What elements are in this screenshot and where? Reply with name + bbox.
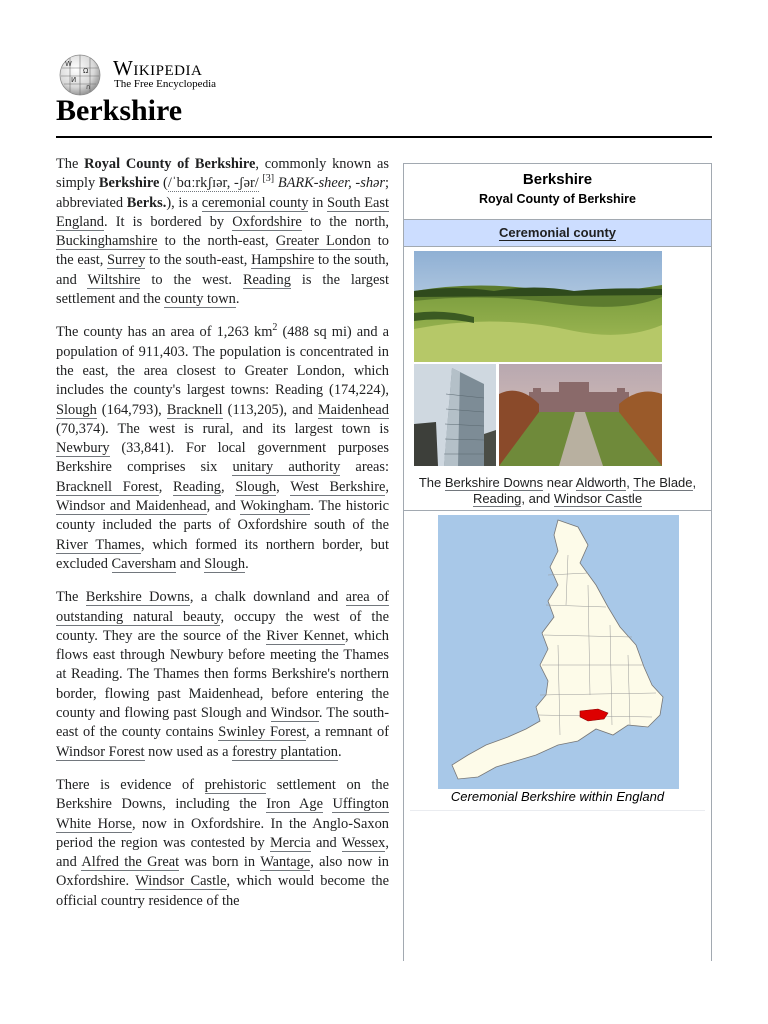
text-run: . The south-east of the county contains [56,705,389,741]
text-run: , [158,478,174,495]
text-run: . It is bordered by [103,213,233,230]
windsor-castle-photo[interactable] [499,364,662,466]
wikipedia-globe-logo[interactable] [56,54,104,96]
text-run: to the south-east, [145,252,252,269]
text-run: ( [159,175,168,192]
text-run: , a remnant of [305,724,389,741]
article-link[interactable]: The Blade [633,475,693,490]
article-paragraph [56,588,389,762]
england-locator-map[interactable] [438,515,679,789]
infobox-bottom-separator [410,810,705,811]
article-link[interactable]: Swinley Forest [218,724,306,741]
infobox-title: Berkshire [522,171,593,188]
infobox-separator [404,510,711,511]
text-run: to the north, [301,213,389,230]
svg-text:W: W [65,60,72,68]
wikipedia-wordmark[interactable]: Wikipedia [113,56,203,80]
text-run: (113,205), and [222,401,318,418]
article-link[interactable]: Alfred the Great [81,854,180,871]
text-run: to the north-east, [157,233,276,250]
article-link[interactable]: Mercia [269,834,311,851]
text-run: was born in [179,854,261,871]
article-link[interactable]: River Thames [56,536,141,553]
bold-text: Royal County of Berkshire [84,156,256,172]
svg-text:Ω: Ω [83,67,89,75]
infobox-subtitle: Royal County of Berkshire [479,192,636,206]
article-link[interactable]: Reading [472,491,522,506]
article-link[interactable]: Windsor and Maidenhead [56,498,207,515]
text-run: , occupy the west of the county. They are the source of the [56,608,389,644]
article-body [56,155,389,960]
text-run: , [276,478,291,495]
article-link[interactable]: River Kennet [266,627,345,644]
article-link[interactable]: Windsor Forest [56,743,145,760]
article-link[interactable]: area of outstanding natural beauty [56,589,389,625]
superscript[interactable]: 2 [272,322,278,334]
article-link[interactable]: ceremonial county [201,194,309,211]
bold-text: Berks. [126,194,167,211]
article-link[interactable]: Slough [56,401,97,418]
infobox-type-header [404,219,711,247]
wikipedia-tagline: The Free Encyclopedia [114,78,217,90]
article-paragraph [56,776,389,911]
article-link[interactable]: Greater London [275,233,371,250]
text-run: , commonly known as simply [56,156,389,192]
text-run: (488 sq mi) and a population of 911,403. The population is concentrated in the east, the area closest to Greater London, which includes the county's largest towns: Reading (174,224), [56,324,389,399]
article-link[interactable]: Slough [235,478,277,495]
article-link[interactable]: Iron Age [266,796,323,813]
svg-text:ก: ก [86,83,91,91]
article-link[interactable]: Uffington White Horse [56,796,389,832]
text-run: and [176,555,205,572]
article-link[interactable]: Wiltshire [87,271,141,288]
article-link[interactable]: Reading [242,271,291,288]
text-run: to the south, and [56,252,389,288]
text-run: . The historic county included the parts of Oxfordshire south of the [56,498,389,534]
article-link[interactable]: Newbury [56,440,110,457]
text-run: (70,374). The west is rural, and its largest town is [56,420,389,437]
article-link[interactable]: Wantage [260,854,311,871]
infobox [403,163,712,961]
article-link[interactable]: Wessex [341,834,386,851]
text-run: (33,841). For local government purposes Berkshire comprises six [56,440,389,476]
article-link[interactable]: Hampshire [251,252,315,269]
the-blade-photo[interactable] [414,364,496,466]
text-run: ; abbreviated [56,175,389,211]
article-link[interactable]: Windsor Castle [553,491,643,506]
page-title: Berkshire [56,94,183,127]
text-run: , [692,475,697,490]
article-link[interactable]: Windsor [270,705,319,722]
text-run: and [310,834,342,851]
text-run: (164,793), [96,401,167,418]
article-link[interactable]: South East England [56,194,389,230]
text-run: . [245,555,249,572]
text-run: , which formed its northern border, but excluded [56,536,389,572]
text-run: . [235,291,240,308]
berkshire-downs-photo[interactable] [414,251,662,362]
text-run: , [385,478,389,495]
text-run: in [308,194,327,211]
article-link[interactable]: Reading [173,478,222,495]
article-paragraph [56,155,389,309]
article-link[interactable]: Oxfordshire [232,213,302,230]
text-run: areas: [340,459,389,476]
text-run: The [56,156,85,172]
infobox-type-link[interactable]: Ceremonial county [498,225,617,240]
text-run: ), is a [166,194,202,211]
text-run: , and [206,498,241,515]
article-link[interactable]: Berkshire Downs [85,589,190,606]
text-run: , now in Oxfordshire. In the Anglo-Saxon period the region was contested by [56,815,389,851]
article-link[interactable]: Wokingham [240,498,311,515]
title-divider [56,136,712,138]
article-link[interactable]: Buckinghamshire [56,233,158,250]
article-link[interactable]: Berkshire Downs [444,475,544,490]
text-run: The [56,589,86,606]
article-link[interactable]: forestry plantation [232,743,338,760]
text-run: settlement on the Berkshire Downs, including the [56,776,389,813]
text-run: , which flows east through Newbury before meeting the Thames at Reading. The Thames then forms Berkshire's northern border, flowing past Maidenhead, before entering the county and flowing past Slough and [56,627,389,722]
article-paragraph [56,323,389,574]
text-run: The county has an area of 1,263 km [56,324,273,341]
article-link[interactable]: Caversham [111,555,177,572]
ipa-pronunciation[interactable]: /ˈbɑːrkʃɪər, -ʃər/ [167,175,259,192]
article-link[interactable]: Slough [204,555,246,572]
article-link[interactable]: Aldworth [575,475,627,490]
article-link[interactable]: West Berkshire [290,478,386,495]
text-run: , which would become the official country residence of the [56,873,389,909]
text-run: now used as a [144,743,233,760]
text-run: , and [521,491,554,506]
text-run: , and [56,834,389,871]
bold-text: Berkshire [98,175,160,192]
text-run: to the east, [56,233,389,269]
text-run: There is evidence of [56,776,205,793]
wikipedia-header[interactable] [56,54,456,96]
article-link[interactable]: Maidenhead [317,401,389,418]
text-run: near [543,475,576,490]
article-link[interactable]: prehistoric [204,776,267,793]
map-caption: Ceremonial Berkshire within England [450,789,665,804]
pronunciation-respelling[interactable]: BARK-sheer, -shər [277,175,385,192]
text-run: , a chalk downland and [189,589,346,606]
article-link[interactable]: Bracknell [166,401,223,418]
article-link[interactable]: unitary authority [232,459,341,476]
text-run: , also now in Oxfordshire. [56,854,389,890]
article-link[interactable]: Surrey [107,252,146,269]
article-link[interactable]: county town [164,291,236,308]
article-link[interactable]: Bracknell Forest [56,478,159,495]
text-run: , [626,475,634,490]
text-run: to the west. [140,271,243,288]
text-run: , [221,478,236,495]
superscript[interactable]: [3] [262,173,275,185]
text-run: The [418,475,445,490]
text-run: is the largest settlement and the [56,271,389,308]
svg-text:И: И [71,76,77,84]
article-link[interactable]: Windsor Castle [135,873,227,890]
text-run: . [338,743,342,760]
infobox-image-caption [408,475,707,507]
